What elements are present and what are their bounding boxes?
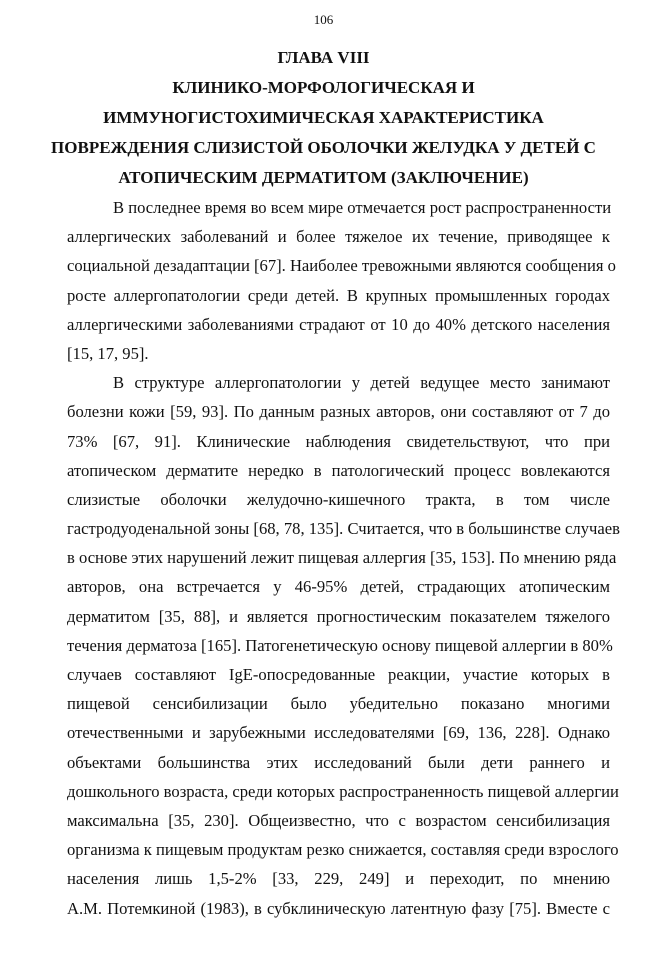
text-line: атопическом дерматите нередко в патологический процесс вовлекаются bbox=[67, 460, 610, 480]
text-line: дерматитом [35, 88], и является прогностическим показателем тяжелого bbox=[67, 606, 610, 626]
chapter-heading bbox=[30, 43, 617, 193]
text-line: пищевой сенсибилизации было убедительно показано многими bbox=[67, 694, 610, 714]
text-line: организма к пищевым продуктам резко снижается, составляя среди взрослого bbox=[67, 840, 619, 860]
text-line: аллергическими заболеваниями страдают от 10 до 40% детского населения bbox=[67, 314, 610, 334]
text-line: отечественными и зарубежными исследователями [69, 136, 228]. Однако bbox=[67, 723, 610, 743]
text-line: в основе этих нарушений лежит пищевая аллергия [35, 153]. По мнению ряда bbox=[67, 548, 617, 568]
text-line: А.М. Потемкиной (1983), в субклиническую латентную фазу [75]. Вместе с bbox=[67, 898, 610, 918]
text-line: социальной дезадаптации [67]. Наиболее тревожными являются сообщения о bbox=[67, 256, 616, 276]
text-line: 73% [67, 91]. Клинические наблюдения свидетельствуют, что при bbox=[67, 431, 610, 451]
text-line: В последнее время во всем мире отмечается рост распространенности bbox=[113, 198, 612, 217]
text-line: [15, 17, 95]. bbox=[67, 343, 149, 363]
chapter-title-line: АТОПИЧЕСКИМ ДЕРМАТИТОМ (ЗАКЛЮЧЕНИЕ) bbox=[118, 168, 529, 187]
text-line: дошкольного возраста, среди которых распространенность пищевой аллергии bbox=[67, 781, 619, 801]
text-line: случаев составляют IgE-опосредованные реакции, участие которых в bbox=[67, 665, 610, 684]
chapter-title-line: ПОВРЕЖДЕНИЯ СЛИЗИСТОЙ ОБОЛОЧКИ ЖЕЛУДКА У ДЕТЕЙ С bbox=[51, 138, 596, 157]
text-line: авторов, она встречается у 46-95% детей, страдающих атопическим bbox=[67, 577, 610, 597]
chapter-title-line: КЛИНИКО-МОРФОЛОГИЧЕСКАЯ И bbox=[172, 78, 475, 97]
text-line: росте аллергопатологии среди детей. В крупных промышленных городах bbox=[67, 285, 610, 305]
text-line: максимальна [35, 230]. Общеизвестно, что с возрастом сенсибилизация bbox=[67, 810, 610, 830]
text-line: гастродуоденальной зоны [68, 78, 135]. Считается, что в большинстве случаев bbox=[67, 519, 620, 539]
chapter-title-line: ГЛАВА VIII bbox=[277, 48, 370, 67]
body-text bbox=[67, 193, 620, 923]
chapter-title-line: ИММУНОГИСТОХИМИЧЕСКАЯ ХАРАКТЕРИСТИКА bbox=[103, 108, 544, 127]
text-line: В структуре аллергопатологии у детей ведущее место занимают bbox=[113, 373, 610, 393]
text-line: течения дерматоза [165]. Патогенетическую основу пищевой аллергии в 80% bbox=[67, 635, 613, 655]
text-line: болезни кожи [59, 93]. По данным разных авторов, они составляют от 7 до bbox=[67, 402, 610, 422]
page-number: 106 bbox=[313, 12, 334, 27]
text-line: объектами большинства этих исследований были дети раннего и bbox=[67, 752, 610, 772]
text-line: населения лишь 1,5-2% [33, 229, 249] и переходит, по мнению bbox=[67, 869, 610, 889]
text-line: слизистые оболочки желудочно-кишечного тракта, в том числе bbox=[67, 489, 610, 509]
text-line: аллергических заболеваний и более тяжелое их течение, приводящее к bbox=[67, 227, 610, 247]
